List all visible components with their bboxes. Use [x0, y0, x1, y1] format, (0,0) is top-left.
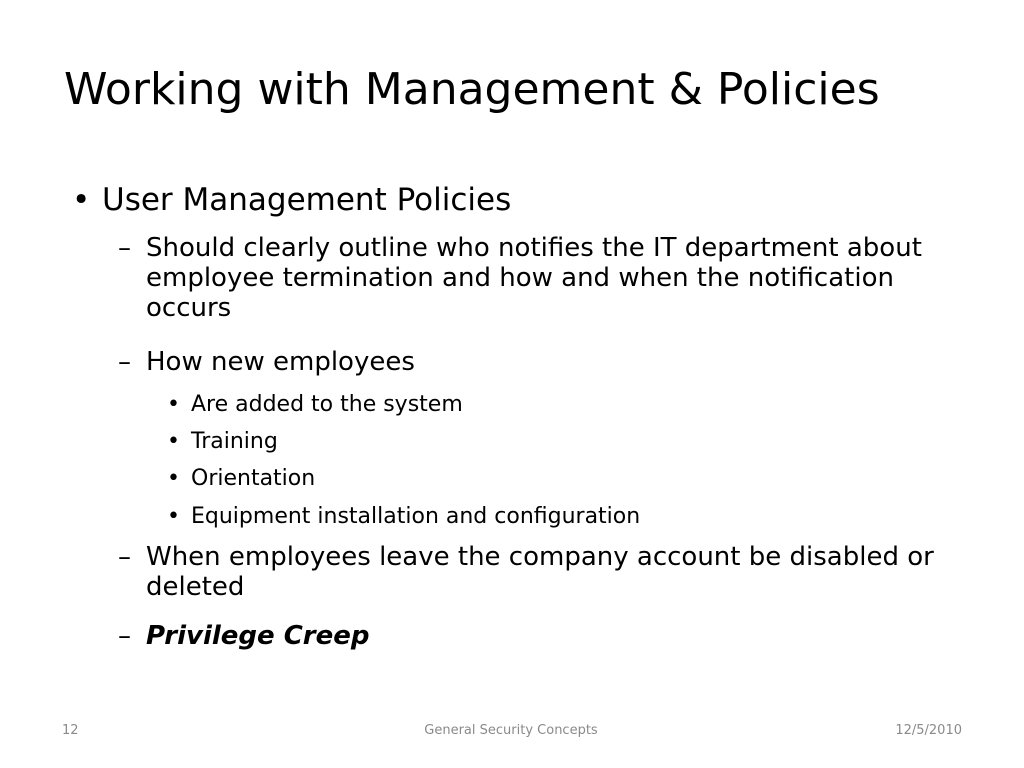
dash-icon: –: [118, 347, 131, 377]
nested-item-text: Are added to the system: [191, 392, 463, 417]
slide-number: 12: [62, 723, 79, 738]
bullet-icon: •: [167, 429, 180, 454]
footer-title: General Security Concepts: [424, 723, 598, 738]
sub-item-text: Should clearly outline who notifies the IT department about employee termination and how and when the notification occurs: [146, 233, 922, 323]
sub-item-text: When employees leave the company account be disabled or deleted: [146, 542, 934, 602]
footer-date: 12/5/2010: [895, 723, 962, 738]
dash-icon: –: [118, 233, 131, 263]
nested-item-text: Equipment installation and configuration: [191, 504, 641, 529]
dash-icon: –: [118, 621, 131, 651]
sub-item-text-emphasized: Privilege Creep: [146, 621, 370, 651]
sub-item-text: How new employees: [146, 347, 415, 377]
bullet-icon: •: [167, 466, 180, 491]
bullet-text: User Management Policies: [102, 182, 512, 218]
dash-icon: –: [118, 542, 131, 572]
slide-title: Working with Management & Policies: [64, 64, 880, 115]
bullet-icon: •: [72, 182, 91, 218]
bullet-icon: •: [167, 504, 180, 529]
nested-item-text: Training: [191, 429, 278, 454]
nested-item-text: Orientation: [191, 466, 316, 491]
bullet-icon: •: [167, 392, 180, 417]
